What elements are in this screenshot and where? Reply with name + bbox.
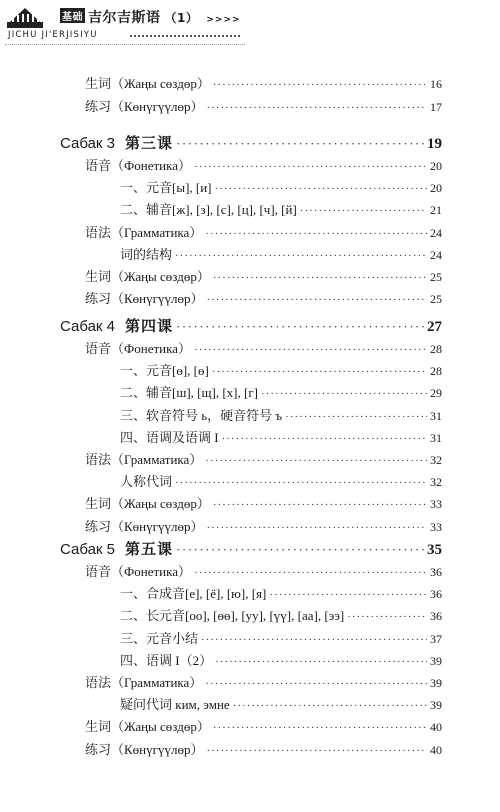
dot-leader xyxy=(194,344,427,356)
toc-entry[interactable] xyxy=(85,96,442,115)
page-number: 33 xyxy=(430,519,442,534)
toc-entry-label: 三、软音符号 ь，硬音符号 ъ xyxy=(120,407,283,423)
toc-entry-label: 四、语调及语调 I xyxy=(120,429,219,445)
toc-entry[interactable] xyxy=(120,405,442,424)
page-number: 25 xyxy=(430,292,442,307)
dot-leader xyxy=(194,567,427,579)
page-number: 31 xyxy=(430,430,442,445)
toc-entry-label: 疑问代词 ким, эмне xyxy=(120,697,230,713)
toc-entry-label: 语音（Фонетика） xyxy=(85,341,192,356)
dot-leader xyxy=(175,477,427,489)
dot-leader xyxy=(300,205,427,217)
page-number: 24 xyxy=(430,247,442,262)
toc-entry[interactable] xyxy=(120,628,442,647)
dot-leader xyxy=(206,745,427,757)
page-number: 20 xyxy=(430,159,442,173)
dot-leader xyxy=(205,228,427,240)
toc-entry[interactable] xyxy=(120,605,442,624)
toc-entry-label: 语法（Грамматика） xyxy=(85,675,203,690)
toc-entry-label: 练习（Көнүгүүлөр） xyxy=(85,99,204,114)
toc-entry-label: 练习（Көнүгүүлөр） xyxy=(85,741,204,757)
title-text: 吉尔吉斯语 xyxy=(88,10,161,26)
page-number: 17 xyxy=(430,100,442,114)
dot-leader xyxy=(347,611,427,623)
dot-leader xyxy=(213,272,427,284)
dot-leader xyxy=(222,433,427,445)
running-header xyxy=(0,0,500,50)
page-number: 36 xyxy=(430,587,442,602)
dot-leader xyxy=(213,499,427,511)
page-number: 19 xyxy=(427,136,442,152)
toc-entry-label: 四、语调 I（2） xyxy=(120,652,213,668)
toc-entry-label: Сабак 4 xyxy=(60,318,116,335)
toc-entry[interactable] xyxy=(85,672,442,691)
header-rule-dots-light xyxy=(5,44,245,45)
toc-entry[interactable] xyxy=(120,427,442,446)
toc-entry[interactable] xyxy=(85,338,442,357)
page-number: 39 xyxy=(430,698,442,713)
toc-entry-label: 一、元音[ɵ], [ө] xyxy=(120,363,209,379)
toc-entry[interactable] xyxy=(85,493,442,512)
dot-leader xyxy=(213,722,427,734)
page-number: 36 xyxy=(430,565,442,579)
dot-leader xyxy=(176,319,424,335)
toc-entry-label: 练习（Көнүгүүлөр） xyxy=(85,291,204,307)
toc-entry-label: 人称代词 xyxy=(120,474,173,490)
page-number: 32 xyxy=(430,475,442,490)
toc-entry-label: 语法（Грамматика） xyxy=(85,224,203,240)
toc-entry-label: 语音（Фонетика） xyxy=(85,564,192,579)
dot-leader xyxy=(269,589,427,601)
toc-entry[interactable] xyxy=(85,288,442,307)
toc-entry[interactable] xyxy=(85,449,442,468)
lesson-heading[interactable] xyxy=(60,315,442,336)
page-number: 33 xyxy=(430,497,442,512)
toc-entry-label: Сабак 3 xyxy=(60,135,116,152)
dot-leader xyxy=(176,542,424,558)
toc-entry-label: 二、辅音[ш], [щ], [х], [г] xyxy=(120,385,258,401)
book-title xyxy=(60,7,241,27)
page-number: 16 xyxy=(430,77,442,91)
lesson-cn-title: 第三课 xyxy=(125,134,174,152)
toc-entry[interactable] xyxy=(120,360,442,379)
toc-entry-label: 一、元音[ы], [и] xyxy=(120,180,212,196)
toc-entry[interactable] xyxy=(120,382,442,401)
page-number: 32 xyxy=(430,453,442,467)
volume-label: （1） xyxy=(164,11,199,25)
dot-leader xyxy=(201,634,427,646)
toc-entry-label: 二、长元音[оо], [өө], [уу], [үү], [аа], [ээ] xyxy=(120,608,345,624)
page-number: 27 xyxy=(427,319,442,335)
toc-entry[interactable] xyxy=(120,650,442,669)
toc-entry[interactable] xyxy=(85,739,442,758)
dot-leader xyxy=(285,411,427,423)
toc-entry-label: Сабак 5 xyxy=(60,541,116,558)
page-number: 31 xyxy=(430,408,442,423)
page-number: 39 xyxy=(430,676,442,690)
dot-leader xyxy=(194,161,427,173)
dot-leader xyxy=(206,294,427,306)
toc-entry[interactable] xyxy=(120,244,442,263)
dot-leader xyxy=(206,102,427,114)
lesson-cn-title: 第五课 xyxy=(125,540,174,558)
title-badge: 基础 xyxy=(60,8,85,23)
dot-leader xyxy=(212,366,427,378)
page-number: 28 xyxy=(430,342,442,356)
page-number: 28 xyxy=(430,364,442,379)
toc-entry-label: 生词（Жаңы сөздөр） xyxy=(85,719,210,735)
toc-entry[interactable] xyxy=(120,199,442,218)
toc-entry-label: 练习（Көнүгүүлөр） xyxy=(85,518,204,534)
dot-leader xyxy=(175,250,427,262)
dot-leader xyxy=(233,700,427,712)
toc-entry-label: 词的结构 xyxy=(120,246,173,262)
toc-entry[interactable] xyxy=(120,694,442,713)
lesson-cn-title: 第四课 xyxy=(125,317,174,335)
toc-entry[interactable] xyxy=(120,177,442,196)
dot-leader xyxy=(215,656,427,668)
dot-leader xyxy=(213,79,427,91)
toc-entry-label: 语音（Фонетика） xyxy=(85,158,192,173)
page-number: 37 xyxy=(430,631,442,646)
page-number: 36 xyxy=(430,609,442,624)
page-number: 39 xyxy=(430,653,442,668)
dot-leader xyxy=(206,522,427,534)
toc-entry[interactable] xyxy=(85,73,442,92)
dot-leader xyxy=(205,678,427,690)
toc-entry-label: 一、合成音[е], [ё], [ю], [я] xyxy=(120,586,267,602)
page-number: 24 xyxy=(430,225,442,240)
toc-entry[interactable] xyxy=(85,561,442,580)
page-number: 40 xyxy=(430,742,442,757)
toc-entry-label: 生词（Жаңы сөздөр） xyxy=(85,76,210,91)
dot-leader xyxy=(205,455,427,467)
building-logo-icon xyxy=(6,4,44,30)
toc-entry[interactable] xyxy=(85,716,442,735)
lesson-heading[interactable] xyxy=(60,538,442,559)
page-number: 25 xyxy=(430,270,442,284)
toc-entry[interactable] xyxy=(120,583,442,602)
lesson-heading[interactable] xyxy=(60,132,442,153)
book-subtitle: JICHU JI'ERJISIYU xyxy=(8,30,98,40)
dot-leader xyxy=(215,183,427,195)
toc-entry-label: 三、元音小结 xyxy=(120,630,199,646)
toc-entry-label: 二、辅音[ж], [з], [с], [ц], [ч], [й] xyxy=(120,202,297,218)
toc-entry[interactable] xyxy=(85,266,442,285)
toc-entry[interactable] xyxy=(85,155,442,174)
page-number: 21 xyxy=(430,203,442,218)
page-number: 35 xyxy=(427,542,442,558)
page-number: 29 xyxy=(430,386,442,401)
page-number: 20 xyxy=(430,181,442,196)
toc-entry[interactable] xyxy=(85,516,442,535)
toc-entry[interactable] xyxy=(120,471,442,490)
dot-leader xyxy=(176,136,424,152)
toc-entry[interactable] xyxy=(85,222,442,241)
header-arrows: >>>> xyxy=(206,15,241,25)
header-rule-dots xyxy=(130,35,240,37)
toc-entry-label: 生词（Жаңы сөздөр） xyxy=(85,269,210,284)
dot-leader xyxy=(261,388,427,400)
page-number: 40 xyxy=(430,720,442,735)
toc-entry-label: 语法（Грамматика） xyxy=(85,452,203,467)
toc-entry-label: 生词（Жаңы сөздөр） xyxy=(85,496,210,512)
